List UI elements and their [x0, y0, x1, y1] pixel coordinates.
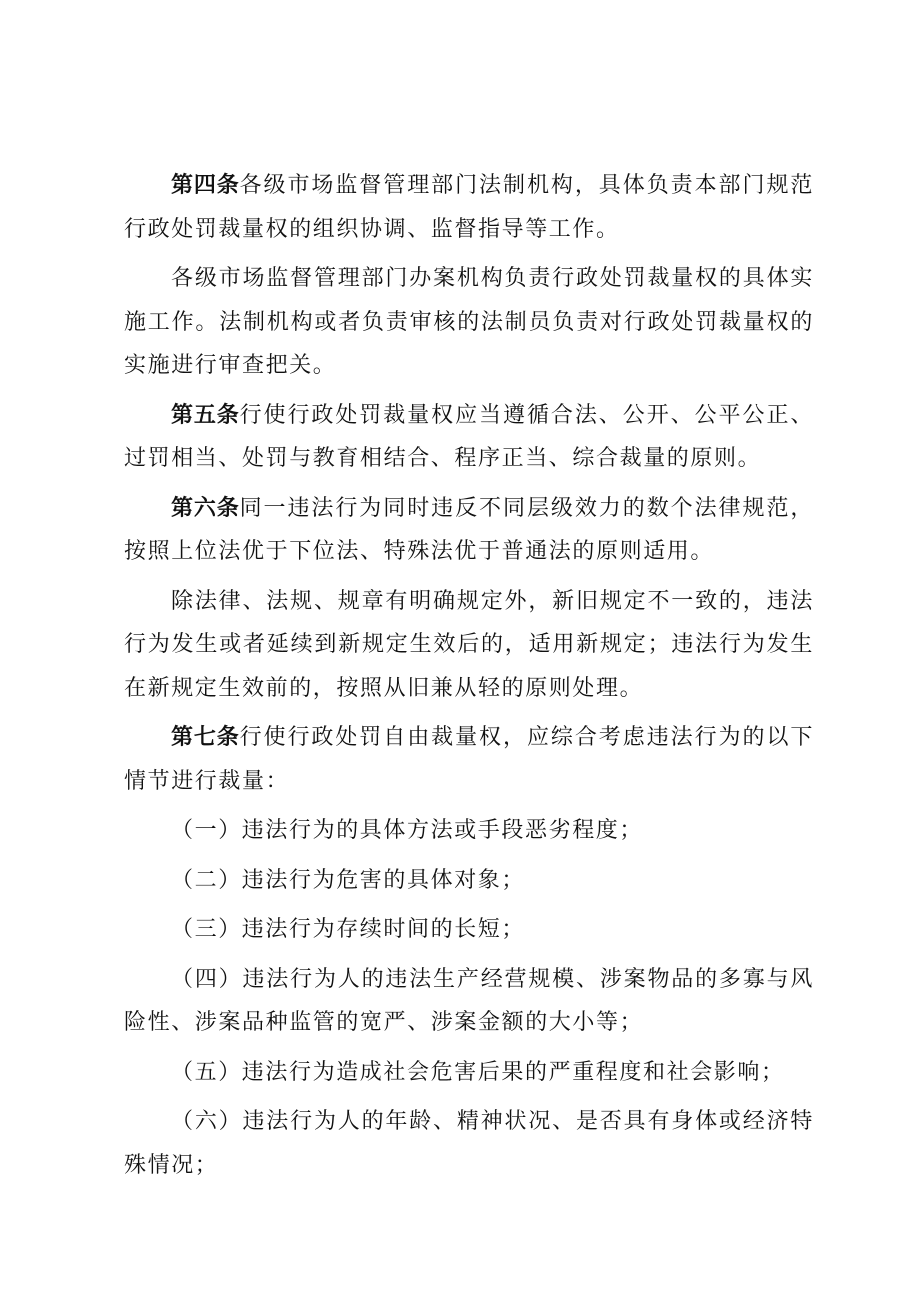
list-item-5 [124, 1051, 814, 1095]
paragraph-article-4 [124, 164, 814, 251]
list-item-text: （二）违法行为危害的具体对象； [171, 867, 526, 893]
paragraph-article-6-clause-2 [124, 580, 814, 711]
paragraph-article-6 [124, 487, 814, 574]
list-item-1 [124, 809, 814, 853]
list-item-text: （一）违法行为的具体方法或手段恶劣程度； [171, 818, 644, 843]
paragraph-text: 各级市场监督管理部门法制机构，具体负责本部门规范行政处罚裁量权的组织协调、监督指导等工作。 [124, 173, 814, 242]
list-item-text: （六）违法行为人的年龄、精神状况、是否具有身体或经济特殊情况； [124, 1109, 814, 1178]
paragraph-text: 同一违法行为同时违反不同层级效力的数个法律规范，按照上位法优于下位法、特殊法优于普通法的原则适用。 [124, 495, 814, 564]
paragraph-text: 行使行政处罚裁量权应当遵循合法、公开、公平公正、过罚相当、处罚与教育相结合、程序正当、综合裁量的原则。 [124, 402, 814, 471]
list-item-6 [124, 1100, 814, 1187]
list-item-text: （三）违法行为存续时间的长短； [171, 917, 526, 942]
article-number: 第四条 [171, 173, 240, 198]
paragraph-text: 除法律、法规、规章有明确规定外，新旧规定不一致的，违法行为发生或者延续到新规定生效后的，适用新规定；违法行为发生在新规定生效前的，按照从旧兼从轻的原则处理。 [124, 588, 814, 701]
paragraph-article-7 [124, 716, 814, 803]
list-item-4 [124, 958, 814, 1045]
paragraph-text: 各级市场监督管理部门办案机构负责行政处罚裁量权的具体实施工作。法制机构或者负责审核的法制员负责对行政处罚裁量权的实施进行审查把关。 [124, 266, 814, 378]
article-number: 第七条 [171, 725, 240, 750]
list-item-3 [124, 908, 814, 952]
paragraph-article-5 [124, 394, 814, 481]
list-item-text: （五）违法行为造成社会危害后果的严重程度和社会影响； [171, 1059, 785, 1085]
list-item-text: （四）违法行为人的违法生产经营规模、涉案物品的多寡与风险性、涉案品种监管的宽严、涉案金额的大小等； [124, 966, 814, 1035]
article-number: 第五条 [171, 402, 240, 428]
list-item-2 [124, 859, 814, 903]
paragraph-article-4-clause-2 [124, 257, 814, 388]
document-page [124, 164, 814, 1193]
article-number: 第六条 [171, 495, 240, 521]
paragraph-text: 行使行政处罚自由裁量权，应综合考虑违法行为的以下情节进行裁量： [124, 725, 814, 794]
